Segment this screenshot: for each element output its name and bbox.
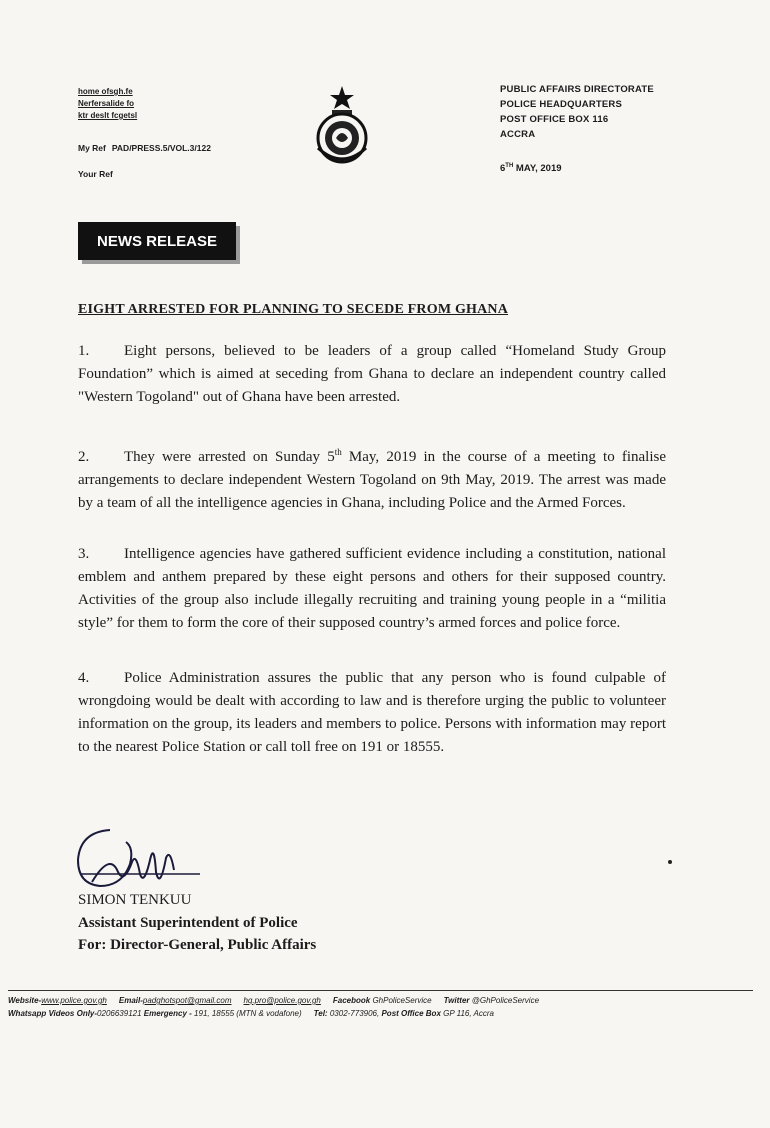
- your-ref: [78, 169, 119, 179]
- date-day: 6: [500, 163, 506, 175]
- footer-line-2: [8, 1009, 768, 1018]
- signer-title: Assistant Superintendent of Police: [78, 915, 298, 931]
- date-suffix: TH: [505, 163, 514, 169]
- twitter-label: Twitter: [443, 996, 470, 1005]
- facebook-label: Facebook: [332, 996, 371, 1005]
- your-ref-label: Your Ref: [78, 169, 113, 179]
- police-crest-icon: [312, 84, 372, 166]
- ref-line-3: ktr deslt fcgetsl: [78, 111, 138, 120]
- paragraph-number: 2.: [78, 449, 90, 465]
- signer-for: For: Director-General, Public Affairs: [78, 937, 317, 953]
- paragraph-text: Eight persons, believed to be leaders of a group called “Homeland Study Group Foundation” which is aimed at seceding from Ghana to declare an independent country called "Western Togoland" out of Ghana have been arrested.: [78, 343, 666, 405]
- emergency-label: Emergency -: [143, 1009, 192, 1018]
- handwritten-signature: [70, 812, 210, 902]
- tel-number: 0302-773906,: [329, 1009, 380, 1018]
- email-link-1[interactable]: padghotspot@gmail.com: [142, 996, 232, 1005]
- footer-divider: [8, 990, 753, 991]
- address-line: POLICE HEADQUARTERS: [500, 99, 623, 110]
- paragraph-text: Intelligence agencies have gathered sufficient evidence including a constitution, national emblem and anthem prepared by these eight persons and others for their supposed country. Activities of the group also include illegally recruiting and training young people in a “militia style” for them to form the core of their supposed country’s armed forces and police force.: [78, 546, 666, 631]
- my-ref-value: PAD/PRESS.5/VOL.3/122: [111, 143, 211, 153]
- paragraph-number: 1.: [78, 343, 90, 359]
- address-line: POST OFFICE BOX 116: [500, 114, 609, 125]
- reference-block: [78, 86, 137, 122]
- paragraph-text: They were arrested on Sunday 5: [124, 449, 335, 465]
- stray-mark: [668, 860, 672, 864]
- pobox-value: GP 116, Accra: [443, 1009, 494, 1018]
- tel-label: Tel:: [313, 1009, 328, 1018]
- paragraph-2: [78, 441, 666, 515]
- my-ref-label: My Ref: [78, 143, 106, 153]
- website-label: Website-: [8, 996, 42, 1005]
- address-line: ACCRA: [500, 129, 536, 140]
- my-ref: [78, 143, 211, 153]
- whatsapp-number: 0206639121: [97, 1009, 142, 1018]
- paragraph-number: 4.: [78, 670, 90, 686]
- signer-name: SIMON TENKUU: [78, 892, 192, 908]
- facebook-handle: GhPoliceService: [372, 996, 432, 1005]
- paragraph-4: [78, 667, 666, 759]
- address-line: PUBLIC AFFAIRS DIRECTORATE: [500, 84, 654, 95]
- website-link[interactable]: www.police.gov.gh: [41, 996, 107, 1005]
- ref-line-2: Nerfersalide fo: [78, 99, 135, 108]
- paragraph-sup: th: [334, 447, 342, 457]
- paragraph-number: 3.: [78, 546, 90, 562]
- address-block: [500, 82, 654, 142]
- emergency-numbers: 191, 18555 (MTN & vodafone): [194, 1009, 302, 1018]
- ref-line-1: home ofsgh.fe: [78, 87, 133, 96]
- headline: EIGHT ARRESTED FOR PLANNING TO SECEDE FROM GHANA: [78, 302, 509, 317]
- paragraph-1: [78, 340, 666, 409]
- twitter-handle: @GhPoliceService: [471, 996, 540, 1005]
- letter-date: [500, 163, 562, 174]
- pobox-label: Post Office Box: [381, 1009, 441, 1018]
- footer-line-1: [8, 996, 768, 1005]
- email-label: Email-: [118, 996, 143, 1005]
- paragraph-text: Police Administration assures the public that any person who is found culpable of wrongdoing would be dealt with according to law and is therefore urging the public to volunteer information on the group, its leaders and members to police. Persons with information may report to the nearest Police Station or call toll free on 191 or 18555.: [78, 670, 666, 755]
- news-release-label: NEWS RELEASE: [78, 222, 236, 260]
- email-link-2[interactable]: hq.pro@police.gov.gh: [243, 996, 321, 1005]
- date-rest: MAY, 2019: [513, 163, 562, 175]
- whatsapp-label: Whatsapp Videos Only-: [8, 1009, 98, 1018]
- paragraph-text: May, 2019 in the course of a meeting to finalise arrangements to declare independent Western Togoland on 9th May, 2019. The arrest was made by a team of all the intelligence agencies in Ghana, including Police and the Armed Forces.: [78, 449, 666, 511]
- paragraph-3: [78, 543, 666, 635]
